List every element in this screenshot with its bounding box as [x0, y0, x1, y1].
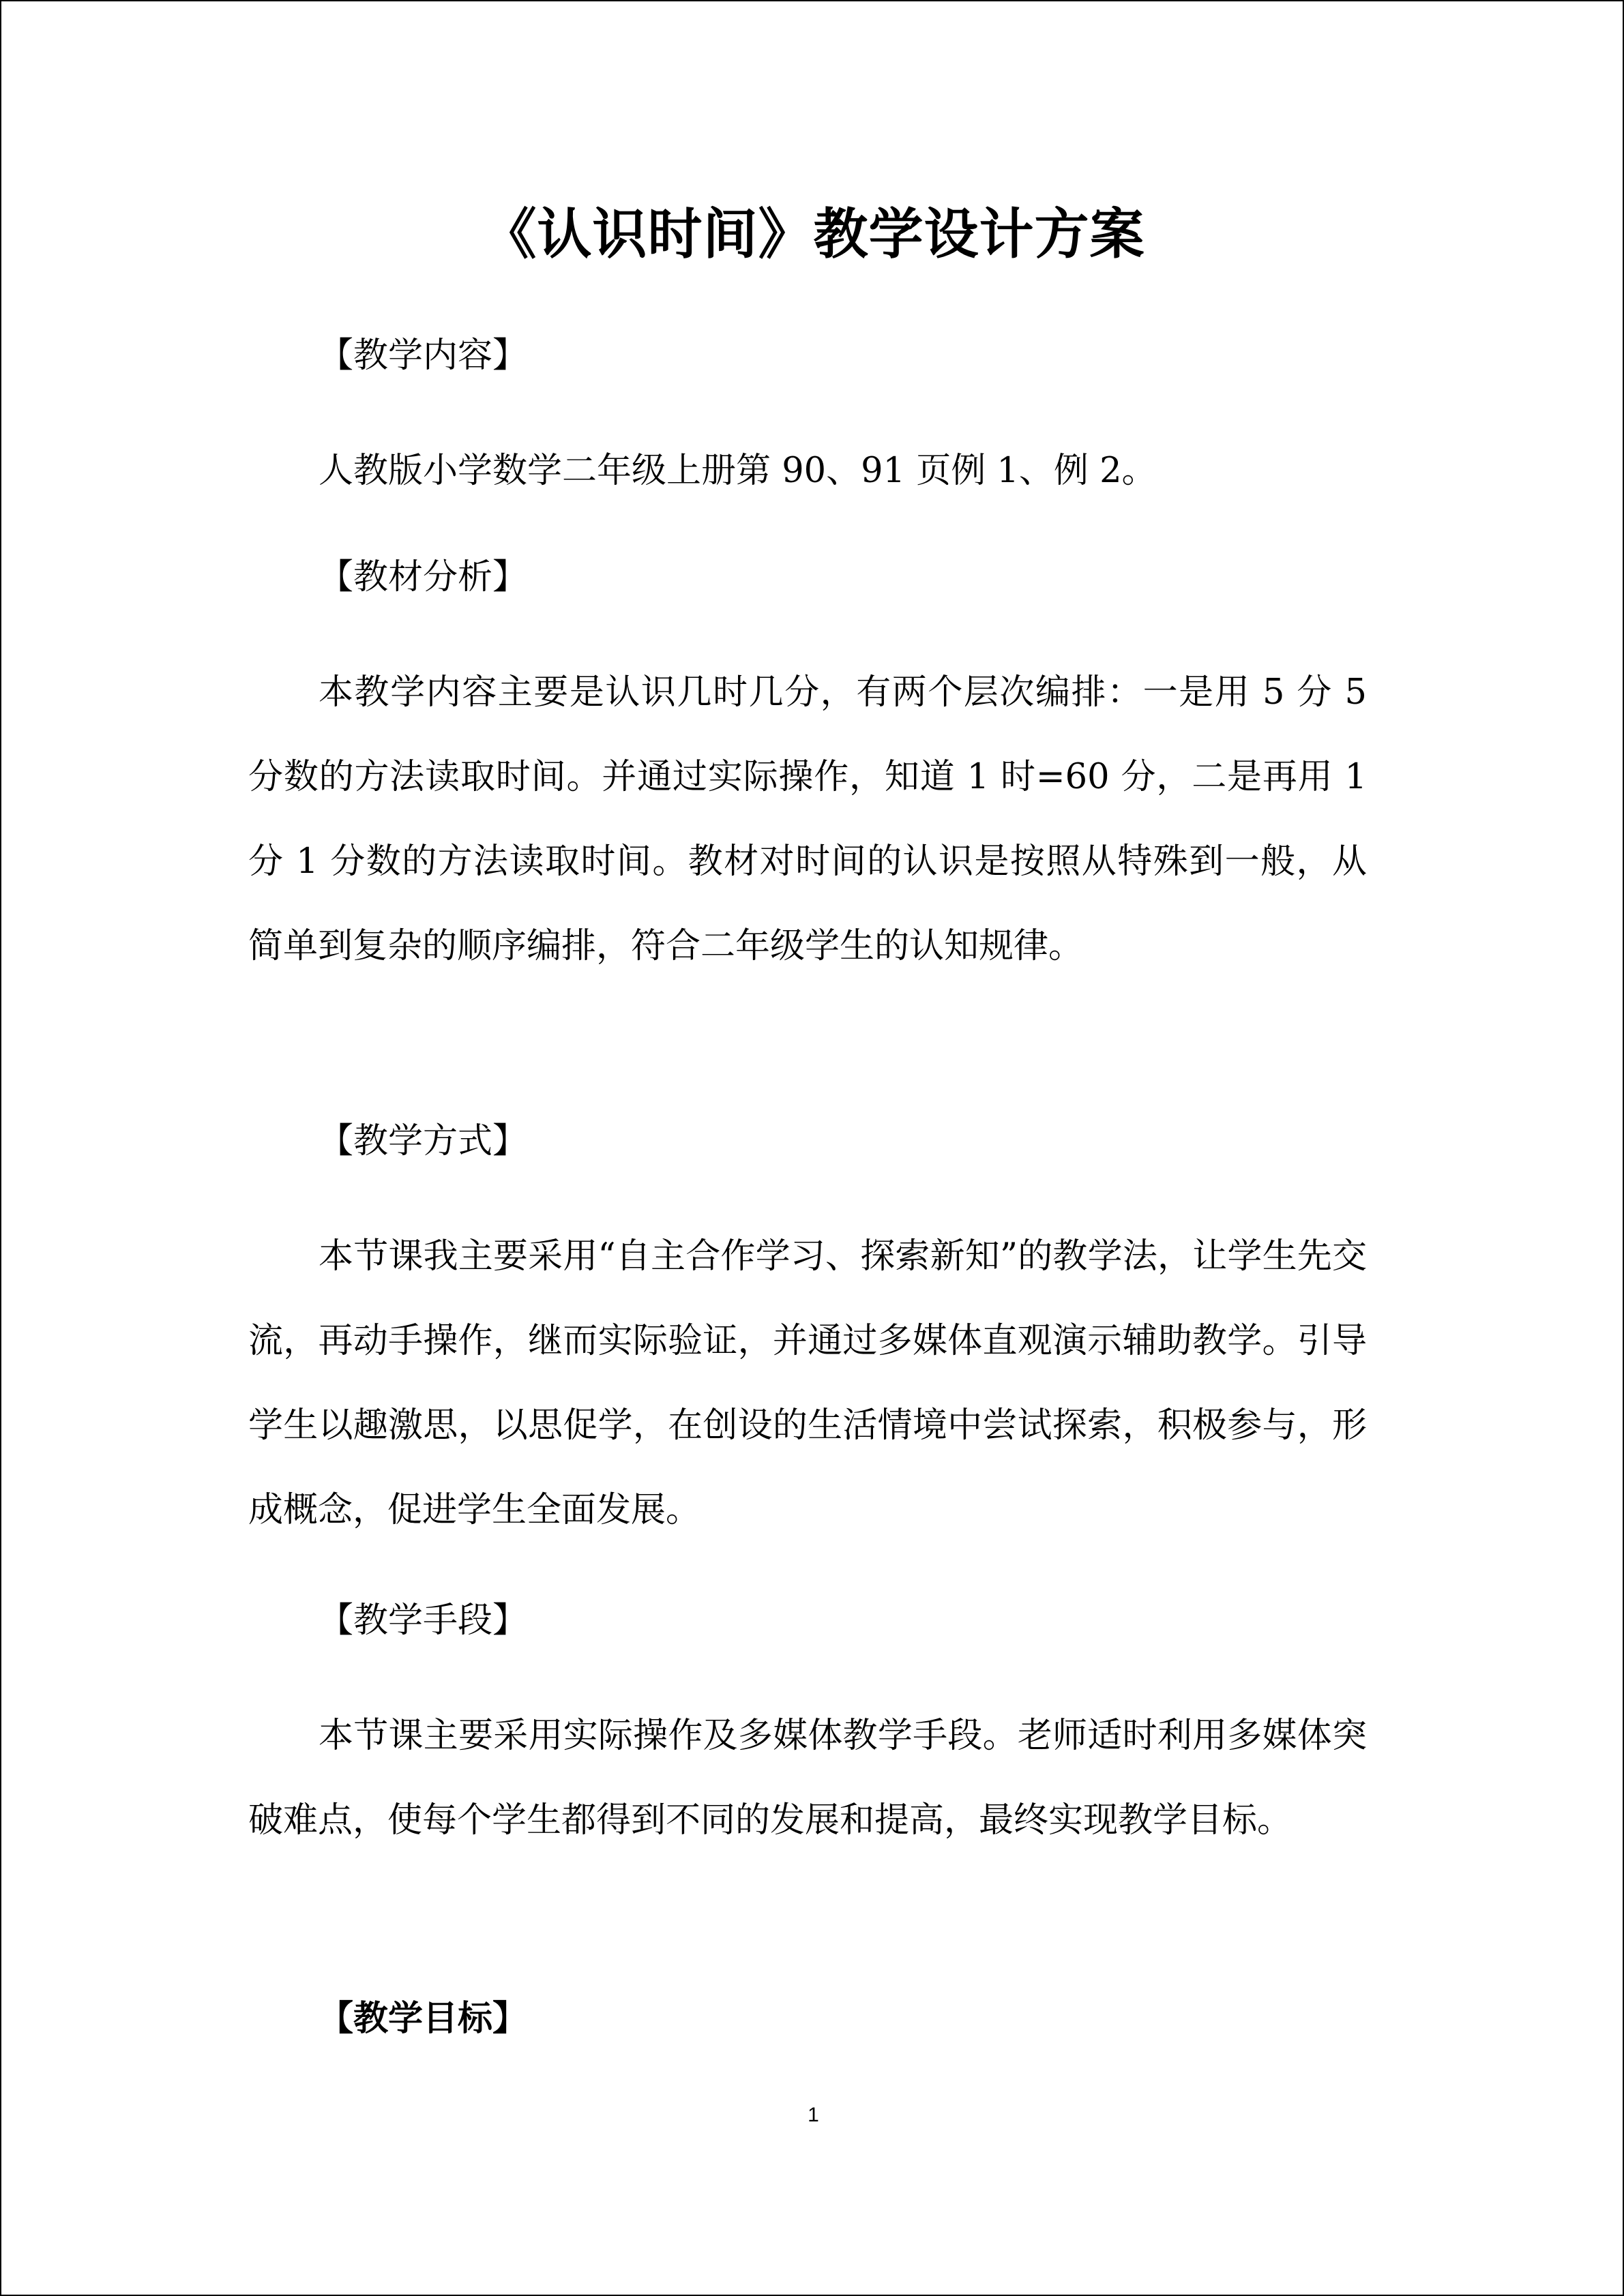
section-text-method: 本节课我主要采用“自主合作学习、探索新知”的教学法，让学生先交流，再动手操作，继而实际验证，并通过多媒体直观演示辅助教学。引导学生以趣激思，以思促学，在创设的生活情境中尝试探索，积极参与，形成概念，促进学生全面发展。 [248, 1236, 1367, 1530]
section-heading-means: 【教学手段】 [319, 1600, 528, 1641]
page-number: 1 [808, 2104, 819, 2126]
section-text-analysis: 本教学内容主要是认识几时几分，有两个层次编排：一是用 5 分 5 分数的方法读取时间。并通过实际操作，知道 1 时=60 分，二是再用 1 分 1 分数的方法读取时间。教材对时间的认识是按照从特殊到一般，从简单到复杂的顺序编排，符合二年级学生的认知规律。 [248, 672, 1367, 966]
section-heading-method: 【教学方式】 [319, 1121, 528, 1161]
section-text-means: 本节课主要采用实际操作及多媒体教学手段。老师适时利用多媒体突破难点，使每个学生都得到不同的发展和提高，最终实现教学目标。 [248, 1716, 1367, 1840]
section-heading-goals: 【教学目标】 [319, 1998, 528, 2039]
section-heading-content: 【教学内容】 [319, 336, 528, 376]
section-text-content: 人教版小学数学二年级上册第 90、91 页例 1、例 2。 [319, 451, 1157, 491]
document-title: 《认识时间》教学设计方案 [482, 203, 1145, 266]
section-heading-analysis: 【教材分析】 [319, 557, 528, 597]
